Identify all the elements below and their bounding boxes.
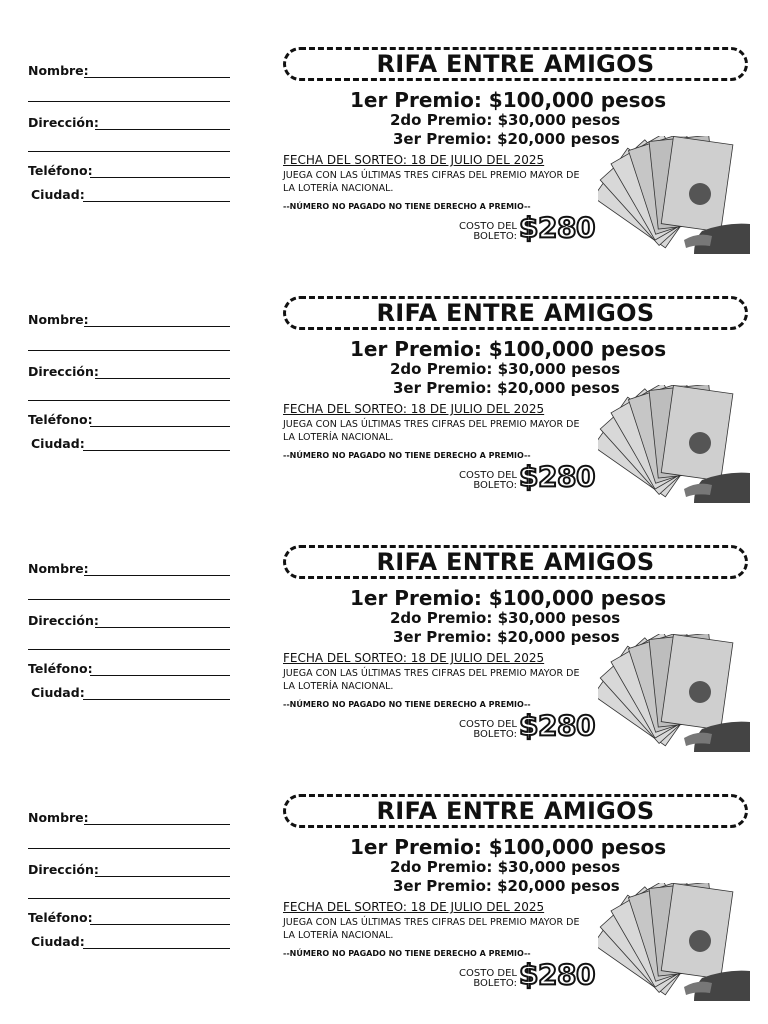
nombre-field[interactable] [28,807,230,827]
direccion-label: Dirección: [28,364,99,379]
unpaid-notice: --NÚMERO NO PAGADO NO TIENE DERECHO A PREMIO-- [283,451,531,460]
direccion-line [95,627,230,628]
cost-label-line1: COSTO DEL [459,968,517,979]
direccion-label: Dirección: [28,613,99,628]
cost-label-line1: COSTO DEL [459,470,517,481]
direccion-label: Dirección: [28,862,99,877]
draw-date: FECHA DEL SORTEO: 18 DE JULIO DEL 2025 [283,651,545,665]
bill-portrait [689,681,711,703]
direccion-extra-line [28,898,230,899]
raffle-title: RIFA ENTRE AMIGOS [376,797,655,825]
nombre-label: Nombre: [28,810,89,825]
raffle-title: RIFA ENTRE AMIGOS [376,50,655,78]
ciudad-label: Ciudad: [31,436,85,451]
direccion-line [95,876,230,877]
direccion-label: Dirección: [28,115,99,130]
raffle-ticket [0,249,768,498]
telefono-line [90,924,230,925]
ticket-stub [28,747,230,996]
ciudad-line [83,450,230,451]
ticket-stub [28,498,230,747]
rules-text: JUEGA CON LAS ÚLTIMAS TRES CIFRAS DEL PREMIO MAYOR DE LA LOTERÍA NACIONAL. [283,668,580,692]
third-prize: 3er Premio: $20,000 pesos [393,877,620,895]
nombre-field[interactable] [28,309,230,329]
banknote-fan-icon [598,883,750,1001]
telefono-label: Teléfono: [28,661,93,676]
banknote-fan-icon [598,385,750,503]
direccion-field[interactable] [28,361,230,381]
cost-label-line1: COSTO DEL [459,719,517,730]
direccion-field[interactable] [28,112,230,132]
bill-portrait [689,930,711,952]
nombre-label: Nombre: [28,63,89,78]
unpaid-notice: --NÚMERO NO PAGADO NO TIENE DERECHO A PREMIO-- [283,949,531,958]
direccion-field[interactable] [28,610,230,630]
ticket-stub [28,0,230,249]
ticket-price: $280 [519,958,595,991]
nombre-extra-line [28,101,230,102]
telefono-field[interactable] [28,160,230,180]
cost-label [437,222,517,242]
first-prize: 1er Premio: $100,000 pesos [350,337,667,361]
cost-label-line1: COSTO DEL [459,221,517,232]
telefono-label: Teléfono: [28,910,93,925]
third-prize: 3er Premio: $20,000 pesos [393,379,620,397]
nombre-line [84,824,230,825]
raffle-title: RIFA ENTRE AMIGOS [376,299,655,327]
nombre-label: Nombre: [28,561,89,576]
draw-date: FECHA DEL SORTEO: 18 DE JULIO DEL 2025 [283,900,545,914]
bill-portrait [689,183,711,205]
direccion-field[interactable] [28,859,230,879]
ticket-price: $280 [519,709,595,742]
telefono-line [90,177,230,178]
raffle-ticket [0,747,768,996]
direccion-line [95,129,230,130]
third-prize: 3er Premio: $20,000 pesos [393,130,620,148]
direccion-extra-line [28,151,230,152]
second-prize: 2do Premio: $30,000 pesos [390,609,621,627]
ciudad-line [83,948,230,949]
ciudad-label: Ciudad: [31,934,85,949]
nombre-extra-line [28,350,230,351]
ciudad-line [83,699,230,700]
banknote-fan-icon [598,634,750,752]
second-prize: 2do Premio: $30,000 pesos [390,858,621,876]
cost-label-line2: BOLETO: [473,978,517,989]
nombre-line [84,77,230,78]
ciudad-label: Ciudad: [31,187,85,202]
rules-text: JUEGA CON LAS ÚLTIMAS TRES CIFRAS DEL PREMIO MAYOR DE LA LOTERÍA NACIONAL. [283,170,580,194]
nombre-extra-line [28,848,230,849]
cost-label-line2: BOLETO: [473,729,517,740]
third-prize: 3er Premio: $20,000 pesos [393,628,620,646]
ciudad-field[interactable] [28,931,230,951]
nombre-extra-line [28,599,230,600]
second-prize: 2do Premio: $30,000 pesos [390,111,621,129]
ticket-price: $280 [519,460,595,493]
cost-label [437,471,517,491]
raffle-ticket [0,498,768,747]
nombre-field[interactable] [28,60,230,80]
nombre-field[interactable] [28,558,230,578]
telefono-field[interactable] [28,658,230,678]
cost-label-line2: BOLETO: [473,480,517,491]
ciudad-line [83,201,230,202]
ciudad-label: Ciudad: [31,685,85,700]
nombre-line [84,575,230,576]
ciudad-field[interactable] [28,682,230,702]
cost-label-line2: BOLETO: [473,231,517,242]
telefono-field[interactable] [28,409,230,429]
first-prize: 1er Premio: $100,000 pesos [350,835,667,859]
nombre-label: Nombre: [28,312,89,327]
rules-text: JUEGA CON LAS ÚLTIMAS TRES CIFRAS DEL PREMIO MAYOR DE LA LOTERÍA NACIONAL. [283,917,580,941]
ticket-price: $280 [519,211,595,244]
rules-text: JUEGA CON LAS ÚLTIMAS TRES CIFRAS DEL PREMIO MAYOR DE LA LOTERÍA NACIONAL. [283,419,580,443]
telefono-line [90,426,230,427]
ciudad-field[interactable] [28,433,230,453]
unpaid-notice: --NÚMERO NO PAGADO NO TIENE DERECHO A PREMIO-- [283,700,531,709]
cost-label [437,720,517,740]
first-prize: 1er Premio: $100,000 pesos [350,586,667,610]
ticket-stub [28,249,230,498]
raffle-ticket [0,0,768,249]
telefono-label: Teléfono: [28,412,93,427]
direccion-line [95,378,230,379]
telefono-label: Teléfono: [28,163,93,178]
telefono-line [90,675,230,676]
telefono-field[interactable] [28,907,230,927]
raffle-title: RIFA ENTRE AMIGOS [376,548,655,576]
unpaid-notice: --NÚMERO NO PAGADO NO TIENE DERECHO A PREMIO-- [283,202,531,211]
ciudad-field[interactable] [28,184,230,204]
nombre-line [84,326,230,327]
bill-portrait [689,432,711,454]
draw-date: FECHA DEL SORTEO: 18 DE JULIO DEL 2025 [283,402,545,416]
direccion-extra-line [28,649,230,650]
second-prize: 2do Premio: $30,000 pesos [390,360,621,378]
cost-label [437,969,517,989]
banknote-fan-icon [598,136,750,254]
direccion-extra-line [28,400,230,401]
draw-date: FECHA DEL SORTEO: 18 DE JULIO DEL 2025 [283,153,545,167]
first-prize: 1er Premio: $100,000 pesos [350,88,667,112]
